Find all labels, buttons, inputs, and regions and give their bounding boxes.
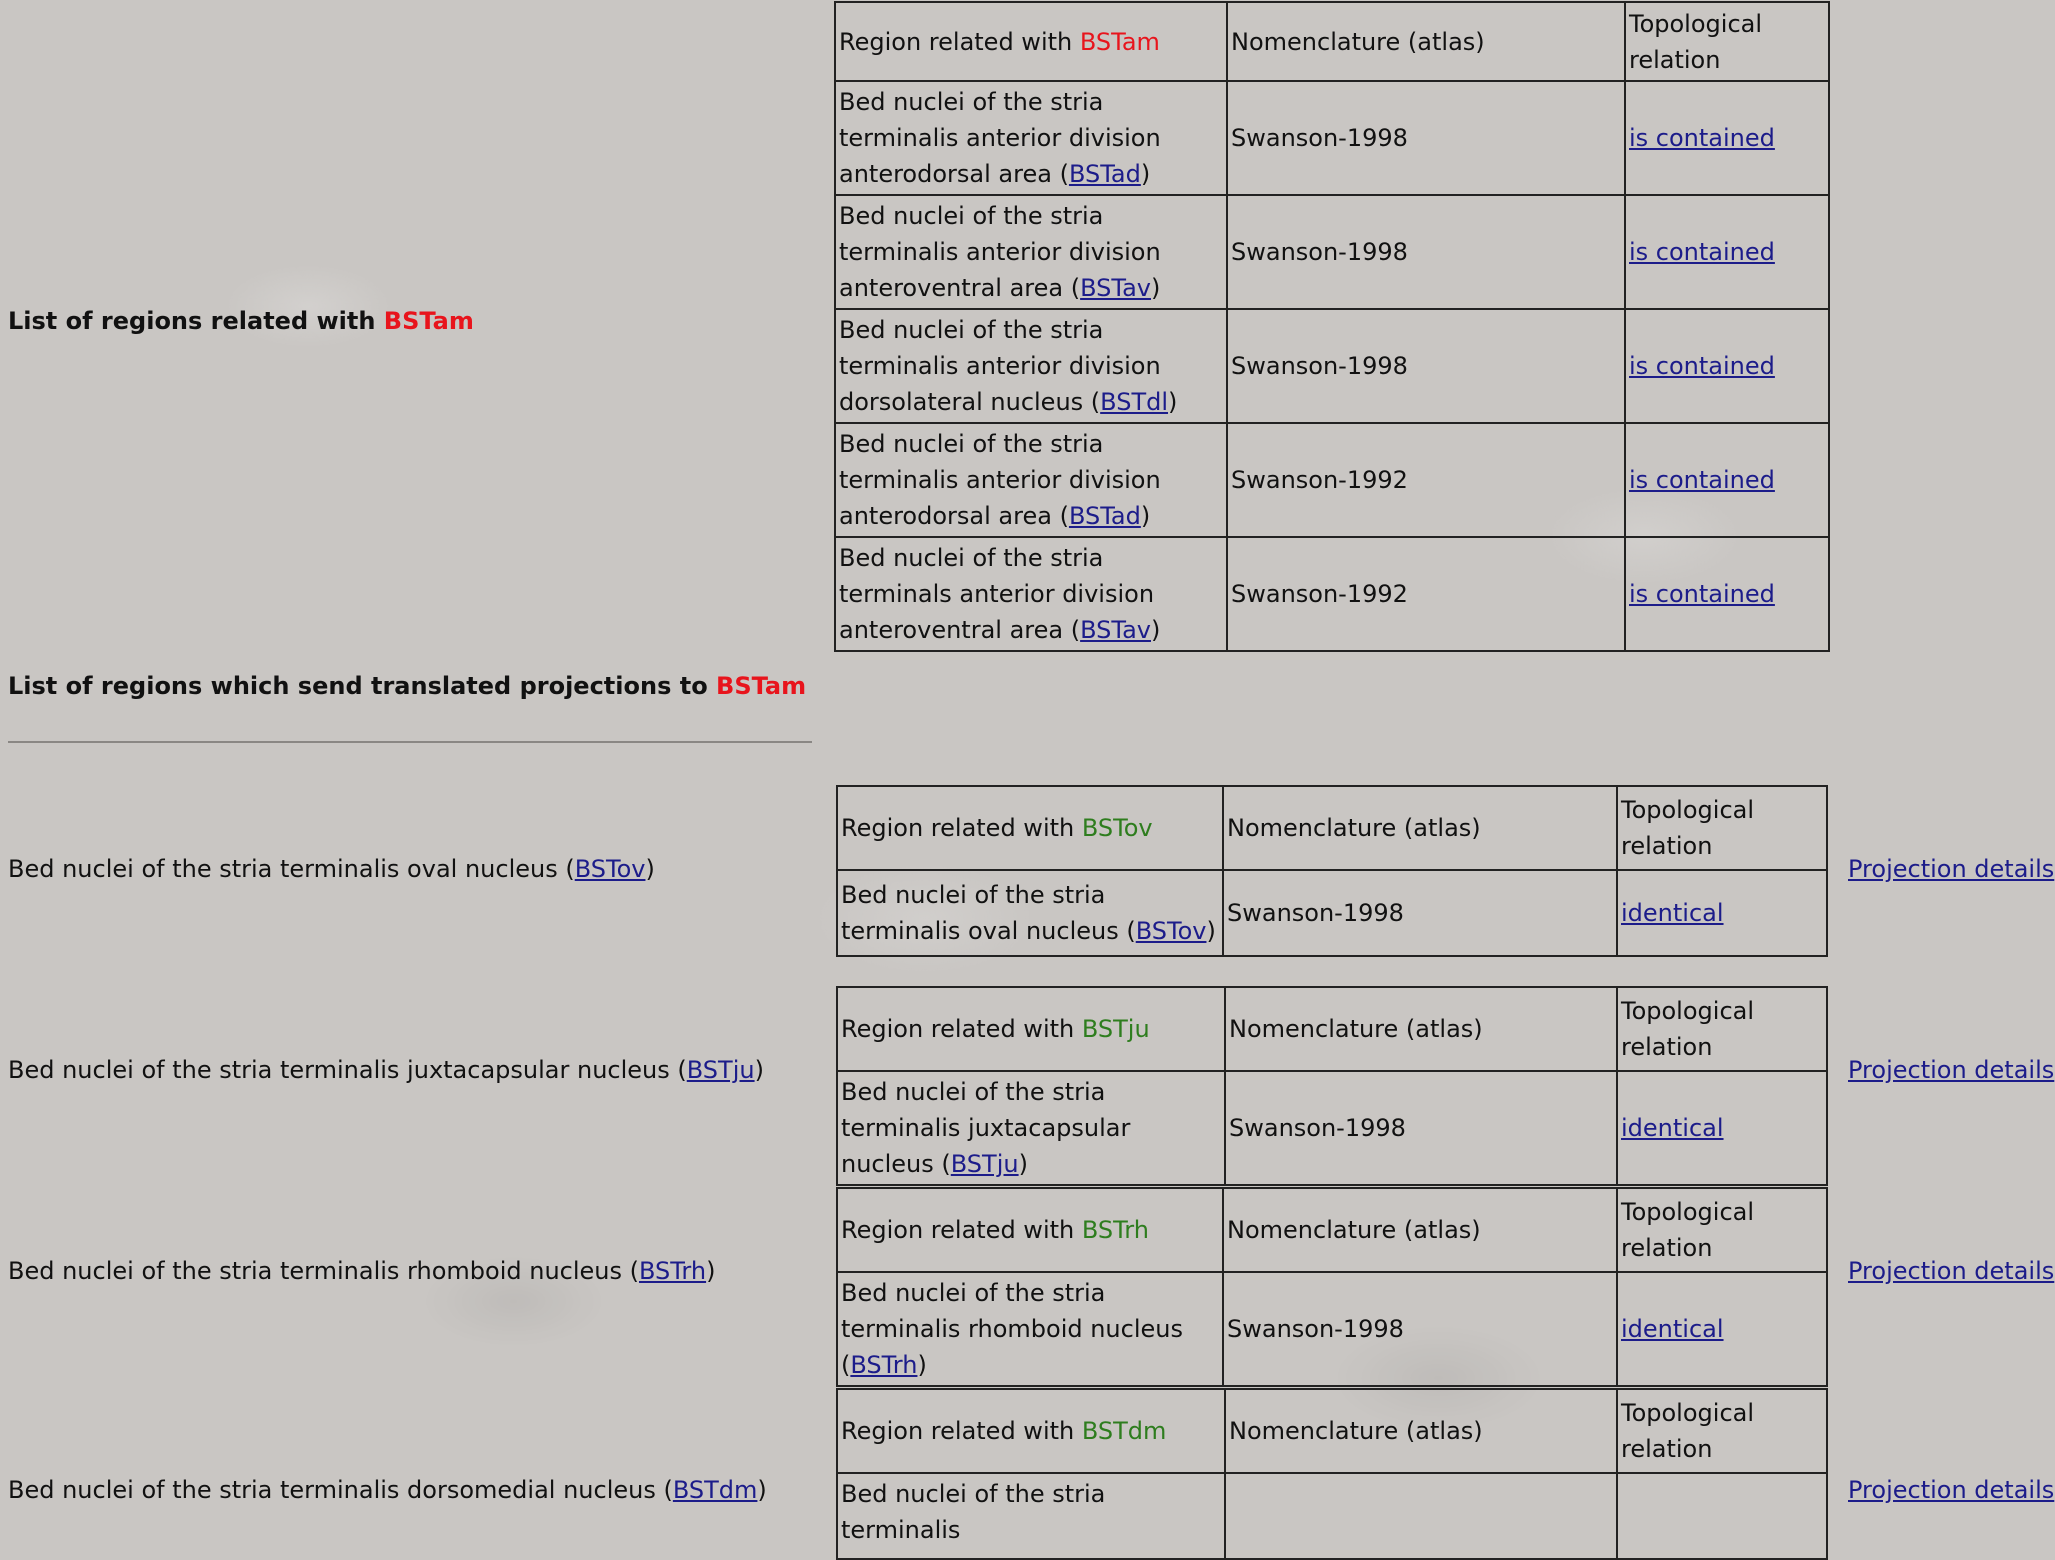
region-cell: Bed nuclei of the stria terminalis rhomboid nucleus (BSTrh) xyxy=(837,1272,1223,1386)
region-code-link[interactable]: BSTju xyxy=(950,1150,1019,1178)
relation-link[interactable]: identical xyxy=(1621,1315,1724,1343)
region-name: Bed nuclei of the stria terminalis xyxy=(841,1480,1106,1544)
relation-link[interactable]: is contained xyxy=(1629,580,1775,608)
region-name: Bed nuclei of the stria terminals anterior division anteroventral area xyxy=(839,544,1155,644)
table-header-row xyxy=(837,786,1827,870)
header-region-code: BSTrh xyxy=(1081,1216,1149,1244)
projection-details-link[interactable]: Projection details xyxy=(1848,1257,2055,1285)
source-code-link[interactable]: BSTrh xyxy=(639,1257,707,1285)
header-region xyxy=(837,987,1225,1071)
header-region-code: BSTam xyxy=(1079,27,1160,56)
header-nomenclature: Nomenclature (atlas) xyxy=(1223,786,1617,870)
relation-cell xyxy=(1625,195,1829,309)
atlas-cell xyxy=(1225,1473,1617,1559)
region-name: Bed nuclei of the stria terminalis rhomboid nucleus xyxy=(841,1279,1183,1343)
header-topological: Topological relation xyxy=(1617,1188,1827,1272)
header-nomenclature: Nomenclature (atlas) xyxy=(1225,987,1617,1071)
relation-cell xyxy=(1617,1071,1827,1185)
atlas-cell: Swanson-1998 xyxy=(1223,1272,1617,1386)
main-region-code: BSTam xyxy=(716,672,807,700)
atlas-cell: Swanson-1998 xyxy=(1223,870,1617,956)
source-code-link[interactable]: BSTdm xyxy=(672,1476,758,1504)
region-code-link[interactable]: BSTav xyxy=(1080,616,1151,644)
table-row xyxy=(835,309,1829,423)
table-row xyxy=(837,870,1827,956)
relation-link[interactable]: is contained xyxy=(1629,124,1775,152)
header-region-text: Region related with xyxy=(839,27,1080,56)
projection-table xyxy=(836,986,1828,1186)
region-cell: Bed nuclei of the stria terminalis anterior division anteroventral area (BSTav) xyxy=(835,195,1227,309)
atlas-cell: Swanson-1998 xyxy=(1227,81,1625,195)
region-cell: Bed nuclei of the stria terminalis anterior division anterodorsal area (BSTad) xyxy=(835,423,1227,537)
relation-link[interactable]: is contained xyxy=(1629,352,1775,380)
relation-link[interactable]: identical xyxy=(1621,899,1724,927)
header-region xyxy=(837,786,1223,870)
region-name: Bed nuclei of the stria terminalis anterior division anterodorsal area xyxy=(839,430,1161,530)
region-code-link[interactable]: BSTad xyxy=(1068,502,1141,530)
projection-table xyxy=(836,1187,1828,1387)
region-name: Bed nuclei of the stria terminalis oval nucleus xyxy=(841,881,1119,945)
atlas-cell: Swanson-1998 xyxy=(1225,1071,1617,1185)
projection-table xyxy=(836,1388,1828,1560)
relation-cell xyxy=(1617,1272,1827,1386)
header-topological: Topological relation xyxy=(1617,786,1827,870)
header-region-text: Region related with xyxy=(841,1417,1082,1445)
table-row xyxy=(837,1473,1827,1559)
region-cell: Bed nuclei of the stria terminalis anterior division dorsolateral nucleus (BSTdl) xyxy=(835,309,1227,423)
region-name: Bed nuclei of the stria terminalis anterior division dorsolateral nucleus xyxy=(839,316,1161,416)
header-region-code: BSTju xyxy=(1081,1015,1150,1043)
header-region-code: BSTdm xyxy=(1081,1417,1167,1445)
header-region xyxy=(837,1188,1223,1272)
atlas-cell: Swanson-1998 xyxy=(1227,195,1625,309)
header-region xyxy=(837,1389,1225,1473)
header-region-text: Region related with xyxy=(841,814,1082,842)
header-topological: Topological relation xyxy=(1625,2,1829,81)
source-code-link[interactable]: BSTju xyxy=(686,1056,755,1084)
table-row xyxy=(835,195,1829,309)
relation-cell xyxy=(1625,81,1829,195)
header-topological: Topological relation xyxy=(1617,1389,1827,1473)
relation-cell xyxy=(1617,870,1827,956)
source-name: Bed nuclei of the stria terminalis oval nucleus xyxy=(8,855,558,883)
atlas-cell: Swanson-1992 xyxy=(1227,537,1625,651)
table-header-row xyxy=(837,987,1827,1071)
region-code-link[interactable]: BSTdl xyxy=(1100,388,1169,416)
source-name: Bed nuclei of the stria terminalis rhomboid nucleus xyxy=(8,1257,622,1285)
related-regions-label-text: List of regions related with xyxy=(8,307,384,335)
region-name: Bed nuclei of the stria terminalis anterior division anterodorsal area xyxy=(839,88,1161,188)
relation-cell xyxy=(1625,423,1829,537)
related-regions-table xyxy=(834,1,1830,652)
header-region-code: BSTov xyxy=(1081,814,1153,842)
region-code-link[interactable]: BSTad xyxy=(1068,160,1141,188)
table-row xyxy=(835,81,1829,195)
header-region-text: Region related with xyxy=(841,1216,1082,1244)
table-row xyxy=(835,423,1829,537)
table-header-row xyxy=(835,2,1829,81)
header-nomenclature: Nomenclature (atlas) xyxy=(1225,1389,1617,1473)
projection-source-label: Bed nuclei of the stria terminalis oval nucleus (BSTov) xyxy=(8,855,655,883)
header-nomenclature: Nomenclature (atlas) xyxy=(1223,1188,1617,1272)
source-code-link[interactable]: BSTov xyxy=(574,855,646,883)
relation-link[interactable]: is contained xyxy=(1629,238,1775,266)
source-name: Bed nuclei of the stria terminalis dorsomedial nucleus xyxy=(8,1476,656,1504)
region-cell: Bed nuclei of the stria terminalis juxtacapsular nucleus (BSTju) xyxy=(837,1071,1225,1185)
projection-source-label: Bed nuclei of the stria terminalis juxtacapsular nucleus (BSTju) xyxy=(8,1056,764,1084)
relation-cell xyxy=(1625,537,1829,651)
source-name: Bed nuclei of the stria terminalis juxtacapsular nucleus xyxy=(8,1056,670,1084)
region-cell: Bed nuclei of the stria terminalis anterior division anterodorsal area (BSTad) xyxy=(835,81,1227,195)
header-region xyxy=(835,2,1227,81)
relation-cell xyxy=(1617,1473,1827,1559)
projection-details-link[interactable]: Projection details xyxy=(1848,855,2055,883)
region-code-link[interactable]: BSTov xyxy=(1135,917,1207,945)
table-row xyxy=(837,1272,1827,1386)
region-cell xyxy=(837,1473,1225,1559)
region-name: Bed nuclei of the stria terminalis juxtacapsular nucleus xyxy=(841,1078,1131,1178)
atlas-cell: Swanson-1998 xyxy=(1227,309,1625,423)
projections-label-text: List of regions which send translated projections to xyxy=(8,672,717,700)
table-row xyxy=(837,1071,1827,1185)
region-cell: Bed nuclei of the stria terminals anterior division anteroventral area (BSTav) xyxy=(835,537,1227,651)
projection-source-label: Bed nuclei of the stria terminalis dorsomedial nucleus (BSTdm) xyxy=(8,1476,767,1504)
relation-link[interactable]: is contained xyxy=(1629,466,1775,494)
table-header-row xyxy=(837,1188,1827,1272)
projection-details-link[interactable]: Projection details xyxy=(1848,1476,2055,1504)
section-divider xyxy=(8,741,812,743)
region-cell: Bed nuclei of the stria terminalis oval nucleus (BSTov) xyxy=(837,870,1223,956)
atlas-cell: Swanson-1992 xyxy=(1227,423,1625,537)
related-regions-label xyxy=(8,307,474,335)
region-code-link[interactable]: BSTav xyxy=(1080,274,1151,302)
projection-details-link[interactable]: Projection details xyxy=(1848,1056,2055,1084)
header-nomenclature: Nomenclature (atlas) xyxy=(1227,2,1625,81)
projection-source-label: Bed nuclei of the stria terminalis rhomboid nucleus (BSTrh) xyxy=(8,1257,716,1285)
relation-cell xyxy=(1625,309,1829,423)
table-row xyxy=(835,537,1829,651)
region-name: Bed nuclei of the stria terminalis anterior division anteroventral area xyxy=(839,202,1161,302)
projection-table xyxy=(836,785,1828,957)
header-region-text: Region related with xyxy=(841,1015,1082,1043)
table-header-row xyxy=(837,1389,1827,1473)
main-region-code: BSTam xyxy=(383,307,474,335)
relation-link[interactable]: identical xyxy=(1621,1114,1724,1142)
header-topological: Topological relation xyxy=(1617,987,1827,1071)
projections-label xyxy=(8,672,806,700)
region-code-link[interactable]: BSTrh xyxy=(850,1351,918,1379)
